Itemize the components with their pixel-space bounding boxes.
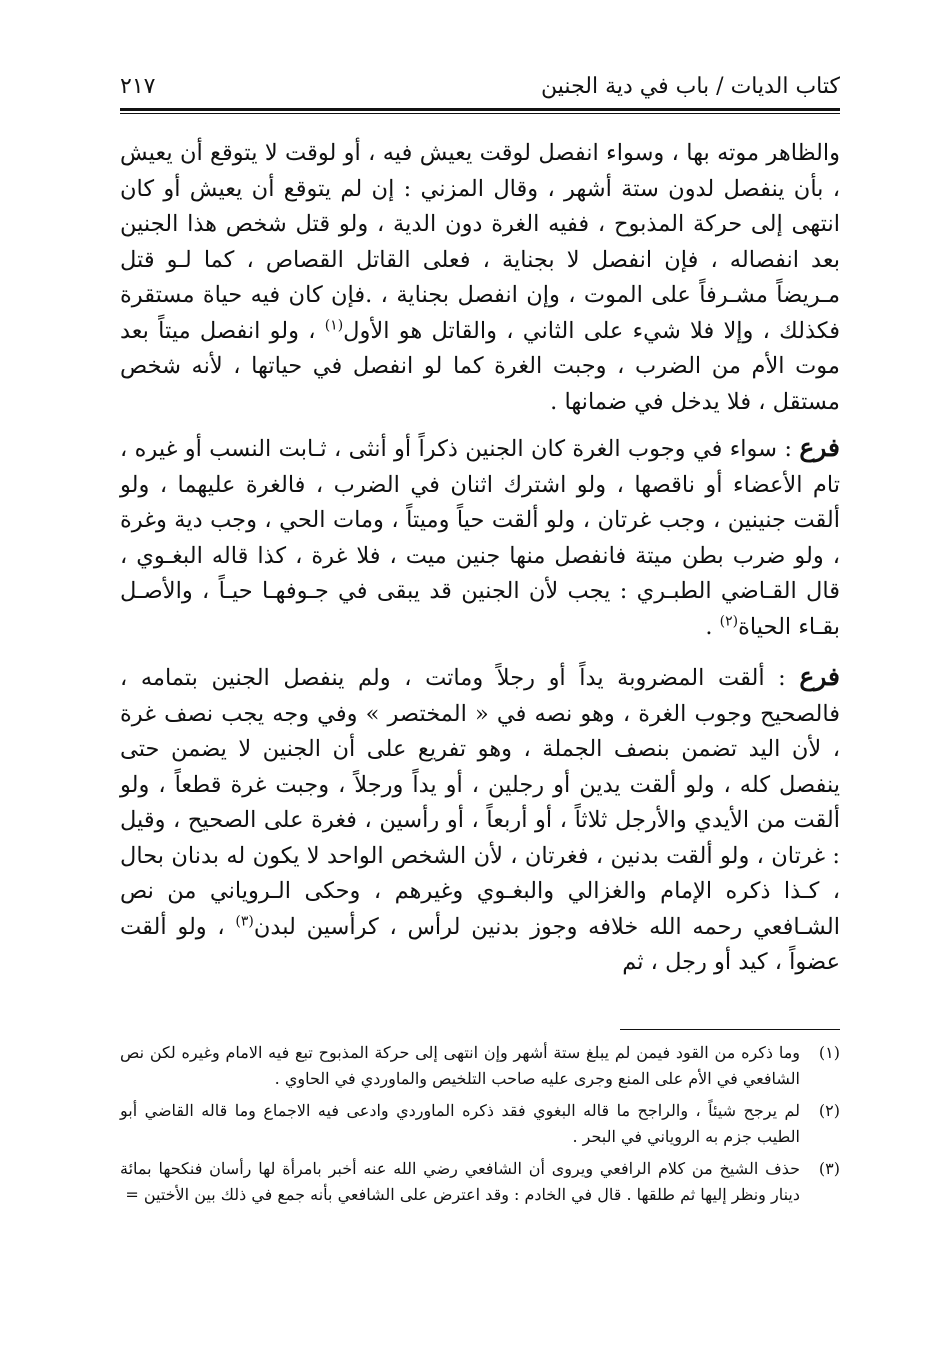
header-rule-thin [120, 113, 840, 114]
footnote-number: (٣) [818, 1158, 840, 1178]
paragraph-3-text: : ألقت المضروبة يداً أو رجلاً وماتت ، ولم ينفصل الجنين بتمامه ، فالصحيح وجوب الغرة ، وهو نصه في « المختصر » وفي وجه يجب نصف غرة ، لأن اليد تضمن بنصف الجملة ، وهو تفريع على أن الجنين لا يضمن حتى ينفصل كله ، ولو ألقت يدين أو رجلين ، أو يداً ورجلاً ، وجبت غرة قطعاً ، ولو ألقت من الأيدي والأرجل ثلاثاً ، أو أربعاً ، أو رأسين ، فغرة على الصحيح ، وقيل : غرتان ، ولو ألقت بدنين ، فغرتان ، لأن الشخص الواحد لا يكون له بدنان بحال ، كـذا ذكره الإمام والغزالي والبغـوي وغيرهم ، وحكى الـروياني من نص الشـافعي رحمه الله خلافه وجوز بدنين لرأس ، كرأسين لبدن [120, 665, 840, 940]
footnote-ref-1[interactable]: (١) [324, 317, 344, 333]
footnote-ref-2[interactable]: (٢) [719, 613, 739, 629]
paragraph-3-text-cont: ، ولو ألقت عضواً ، كيد أو رجل ، ثم [120, 913, 840, 975]
paragraph-1-text: والظاهر موته بها ، وسواء انفصل لوقت يعيش فيه ، أو لوقت لا يتوقع أن يعيش ، بأن ينفصل لدون ستة أشهر ، وقال المزني : إن لم يتوقع أن يعيش أو كان انتهى إلى حركة المذبوح ، ففيه الغرة دون الدية ، ولو قتل شخص هذا الجنين بعد انفصاله ، فإن انفصل لا بجناية ، فعلى القاتل القصاص ، كما لـو قتل مـريضاً مشـرفاً على الموت ، وإن انفصل بجناية ، .فإن كان فيه حياة مستقرة فكذلك ، وإلا فلا شيء على الثاني ، والقاتل هو الأول [120, 140, 840, 344]
paragraph-3 [120, 659, 840, 981]
footnote-text: لم يرجح شيئاً ، والراجح ما قاله البغوي فقد ذكره الماوردي وادعى فيه الاجماع وما قاله القاضي أبو الطيب جزم به الروياني في البحر . [120, 1100, 800, 1146]
paragraph-2-text-cont: . [705, 613, 720, 640]
paragraph-2 [120, 430, 840, 645]
footnote-text: وما ذكره من القود فيمن لم يبلغ ستة أشهر وإن انتهى إلى حركة المذبوح تبع فيه الامام وغيره لكن نص الشافعي في الأم على المنع وجرى عليه صاحب التلخيص والماوردي في الحاوي . [120, 1042, 800, 1088]
footnote-1 [120, 1040, 840, 1092]
paragraph-1-text-cont: ، ولو انفصل ميتاً بعد موت الأم من الضرب ، وجبت الغرة كما لو انفصل في حياتها ، لأنه شخص مستقل ، فلا يدخل في ضمانها . [120, 317, 840, 415]
footnote-number: (٢) [818, 1100, 840, 1120]
page-number: ٢١٧ [120, 74, 156, 99]
paragraph-2-text: : سواء في وجوب الغرة كان الجنين ذكراً أو أنثى ، ثـابت النسب أو غيره ، تام الأعضاء أو ناقصها ، ولو اشترك اثنان في الضرب ، فالغرة عليهما ، ولو ألقت جنينين ، وجب غرتان ، ولو ألقت حياً وميتاً ، ومات الحي ، وجب دية وغرة ، ولو ضرب بطن ميتة فانفصل منها جنين ميت ، فلا غرة ، كذا قاله البغـوي ، قال القـاضي الطبـري : يجب لأن الجنين قد يبقى في جـوفهـا حيـاً ، والأصـل بقـاء الحياة [120, 436, 840, 640]
footnote-ref-3[interactable]: (٣) [235, 913, 254, 929]
header-rule-thick [120, 108, 840, 111]
header-title: كتاب الديات / باب في دية الجنين [541, 74, 840, 99]
branch-label: فرع [799, 662, 840, 691]
footnote-2 [120, 1098, 840, 1150]
footnote-3 [120, 1156, 840, 1208]
running-header [120, 72, 840, 106]
footnote-number: (١) [818, 1042, 840, 1062]
footnote-separator [620, 1029, 840, 1030]
branch-label: فرع [799, 433, 840, 462]
footnote-text: حذف الشيخ من كلام الرافعي ويروى أن الشافعي رضي الله عنه أخبر بامرأة لها رأسان فنكحها بمائة دينار ونظر إليها ثم طلقها . قال في الخادم : وقد اعترض على الشافعي بأنه جمع في ذلك بين الأختين = [120, 1158, 800, 1204]
paragraph-1 [120, 136, 840, 420]
